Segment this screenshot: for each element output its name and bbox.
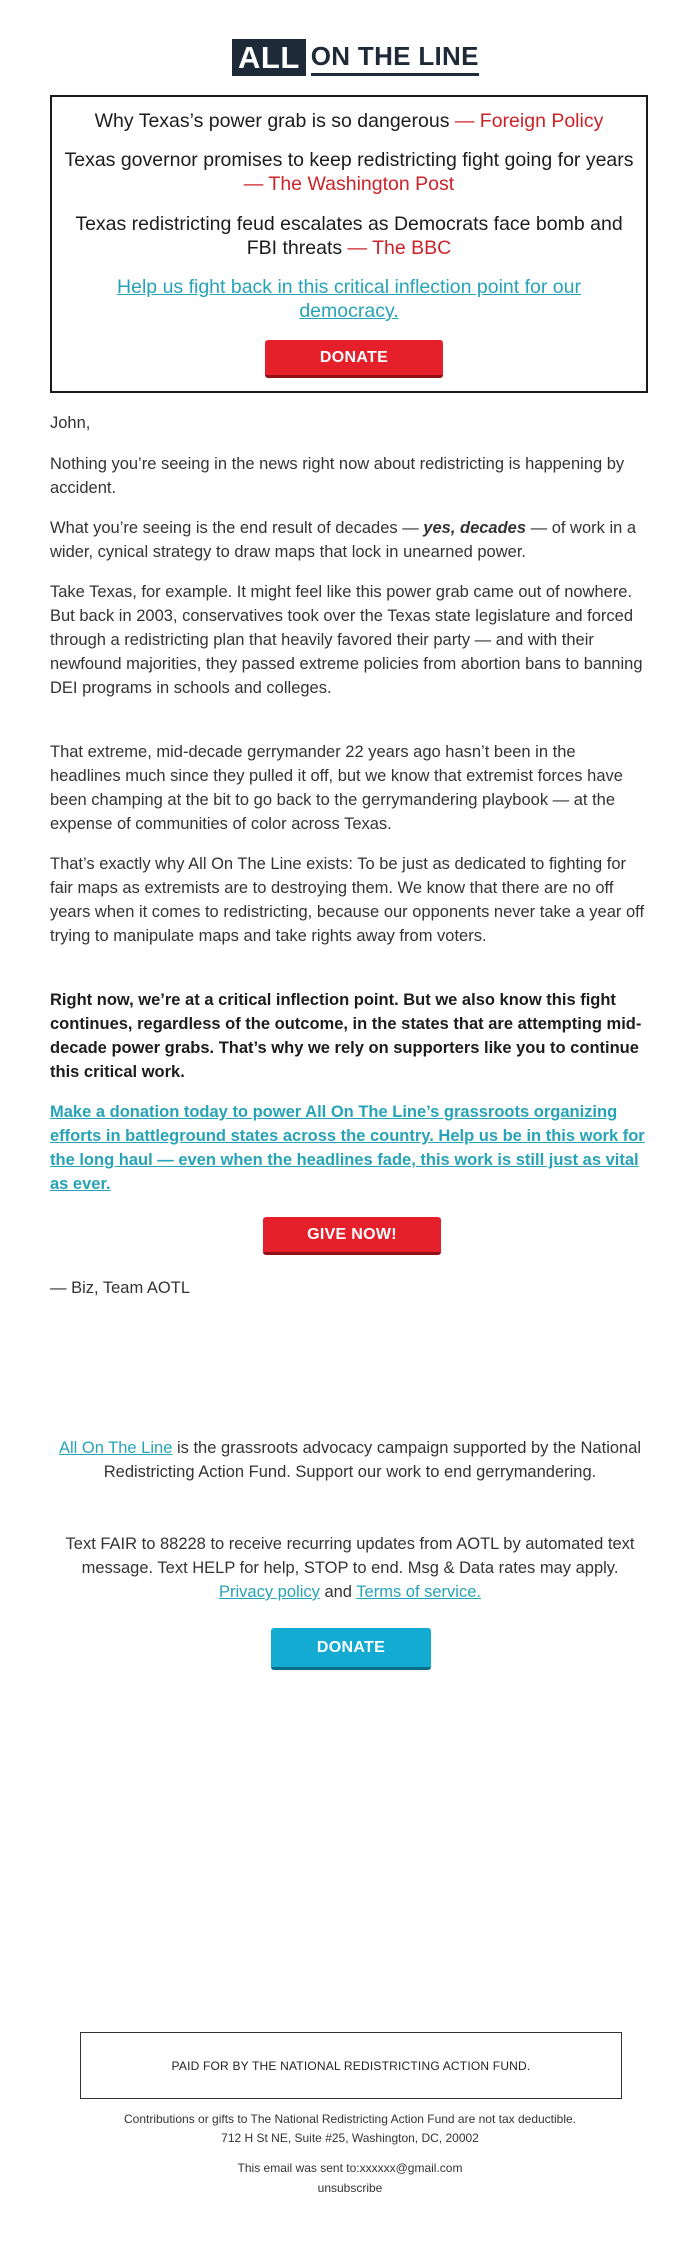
donate-button-top[interactable]: DONATE: [265, 340, 443, 378]
headline-2-text: Texas governor promises to keep redistricting fight going for years: [64, 149, 634, 171]
paragraph-6-bold: Right now, we’re at a critical inflection point. But we also know this fight continues, regardless of the outcome, in the states that are attempting mid-decade power grabs. That’s why we rely on supporters like you to continue this critical work.: [50, 991, 642, 1081]
tax-note: Contributions or gifts to The National Redistricting Action Fund are not tax deductible.: [123, 2112, 577, 2126]
paragraph-2-emphasis: yes, decades: [423, 519, 527, 537]
headline-3: [62, 212, 636, 260]
sent-to: This email was sent to:xxxxxx@gmail.com: [237, 2161, 463, 2175]
headline-1: [62, 109, 636, 133]
headline-3-source: — The BBC: [347, 237, 452, 259]
paid-for-box: PAID FOR BY THE NATIONAL REDISTRICTING ACTION FUND.: [80, 2032, 622, 2099]
headline-3-text: Texas redistricting feud escalates as Democrats face bomb and FBI threats: [75, 213, 623, 259]
greeting: John,: [50, 414, 91, 432]
paragraph-2-end: — of work in a wider, cynical strategy to draw maps that lock in unearned power.: [50, 519, 637, 561]
paragraph-2-start: What you’re seeing is the end result of decades —: [50, 519, 424, 537]
footer-about-text: is the grassroots advocacy campaign supported by the National Redistricting Action Fund. Support our work to end gerrymandering.: [103, 1439, 642, 1481]
footer-sms: [55, 1532, 645, 1604]
paragraph-2: [50, 516, 650, 564]
unsubscribe-link[interactable]: unsubscribe: [317, 2181, 383, 2195]
headline-2: [62, 148, 636, 196]
headlines-box: [50, 95, 648, 393]
footer-sms-text: Text FAIR to 88228 to receive recurring updates from AOTL by automated text message. Text HELP for help, STOP to end. Msg & Data rates may apply.: [65, 1535, 635, 1577]
paragraph-4: That extreme, mid-decade gerrymander 22 years ago hasn’t been in the headlines much since they pulled it off, but we know that extremist forces have been champing at the bit to go back to the gerrymandering playbook — at the expense of communities of color across Texas.: [50, 743, 623, 833]
make-donation-link[interactable]: Make a donation today to power All On The Line’s grassroots organizing efforts in battleground states across the country. Help us be in this work for the long haul — even when the headlines fade, this work is still just as vital as ever.: [50, 1103, 645, 1193]
paragraph-3: Take Texas, for example. It might feel like this power grab came out of nowhere. But back in 2003, conservatives took over the Texas state legislature and forced through a redistricting plan that heavily favored their party — and with their newfound majorities, they passed extreme policies from abortion bans to banning DEI programs in schools and colleges.: [50, 583, 643, 697]
headline-1-text: Why Texas’s power grab is so dangerous: [94, 110, 450, 132]
fight-back-link[interactable]: Help us fight back in this critical inflection point for our democracy.: [117, 276, 581, 322]
paragraph-1: Nothing you’re seeing in the news right now about redistricting is happening by accident.: [50, 455, 625, 497]
paragraph-5: That’s exactly why All On The Line exists: To be just as dedicated to fighting for fair maps as extremists are to destroying them. We know that there are no off years when it comes to redistricting, because our opponents never take a year off trying to manipulate maps and take rights away from voters.: [50, 855, 645, 945]
headline-2-source: — The Washington Post: [243, 173, 455, 195]
signature: — Biz, Team AOTL: [50, 1279, 190, 1297]
give-now-button[interactable]: GIVE NOW!: [263, 1217, 441, 1255]
headline-1-source: — Foreign Policy: [454, 110, 604, 132]
logo-all-mark: ALL: [232, 39, 306, 76]
all-on-the-line-logo[interactable]: [232, 39, 479, 76]
footer-about: [55, 1436, 645, 1484]
footer-and-text: and: [319, 1583, 357, 1601]
address: 712 H St NE, Suite #25, Washington, DC, 20002: [221, 2131, 479, 2145]
logo-wordmark: ON THE LINE: [311, 39, 479, 76]
privacy-policy-link[interactable]: Privacy policy: [219, 1583, 320, 1601]
terms-of-service-link[interactable]: Terms of service.: [356, 1583, 481, 1601]
all-on-the-line-link[interactable]: All On The Line: [58, 1439, 173, 1457]
donate-button-footer[interactable]: DONATE: [271, 1628, 431, 1670]
